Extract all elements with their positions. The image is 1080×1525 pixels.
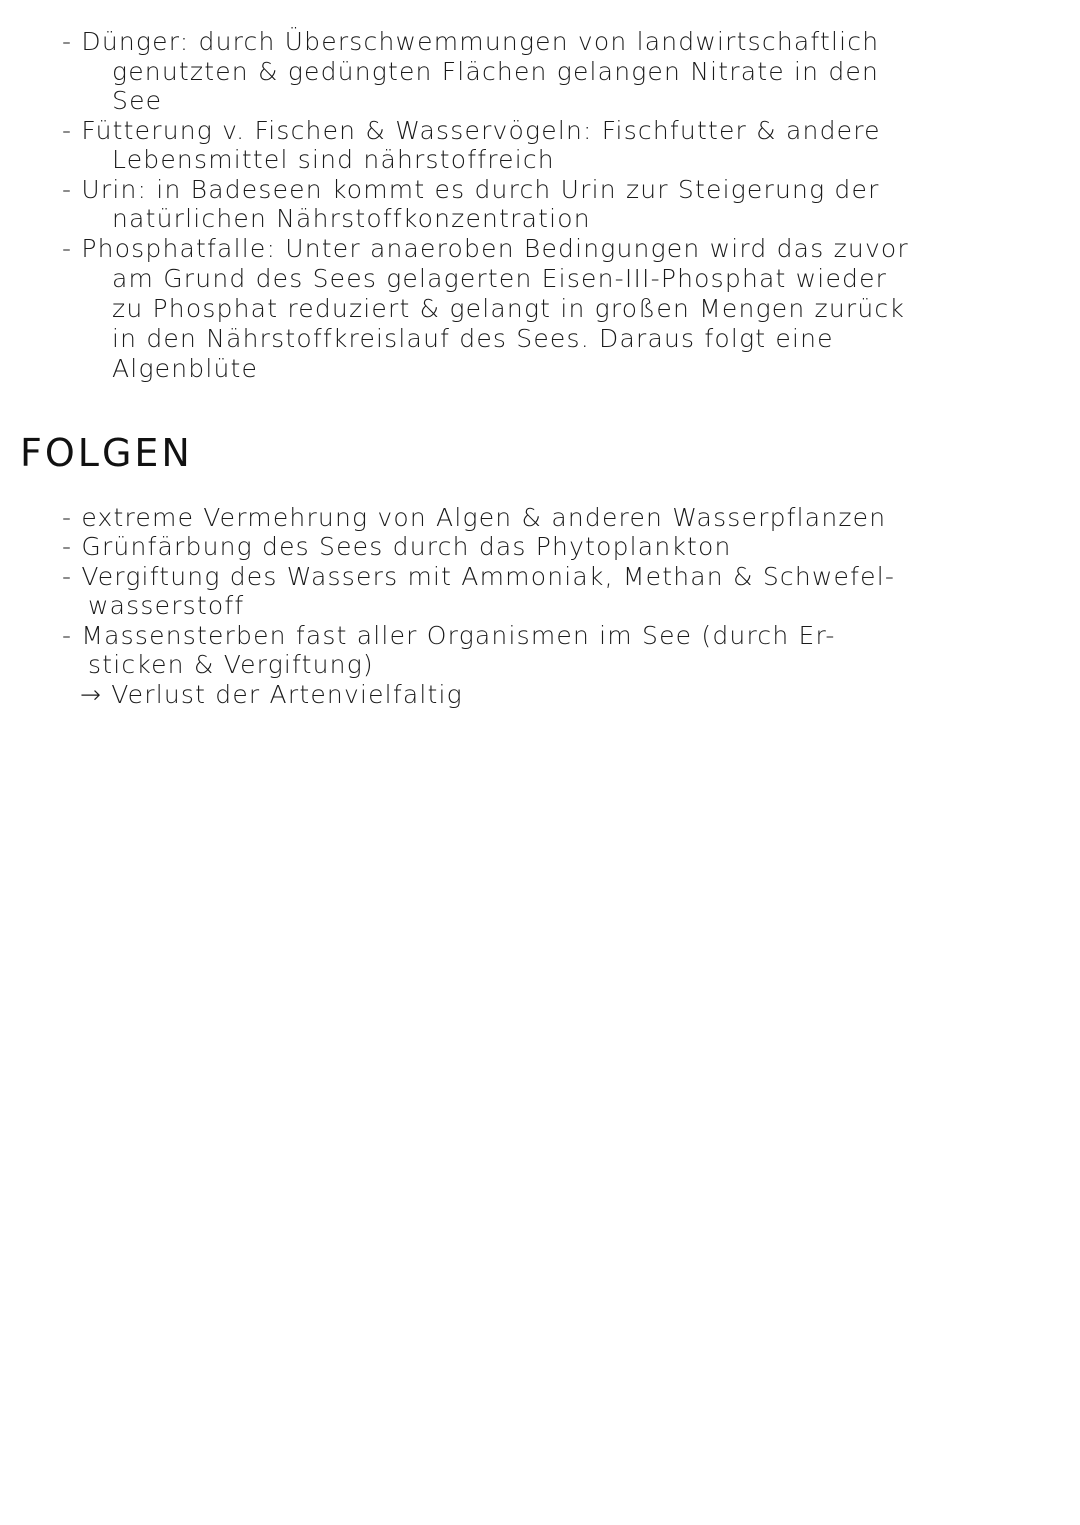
consequence-poison-line-2: wasserstoff xyxy=(88,591,245,620)
cause-feeding-line-2: Lebensmittel sind nährstoffreich xyxy=(112,145,555,174)
consequence-algae-line: - extreme Vermehrung von Algen & anderen Wasserpflanzen xyxy=(62,503,887,532)
section-heading-folgen: FOLGEN xyxy=(20,431,193,475)
cause-fertilizer-line-3: See xyxy=(112,86,163,115)
cause-phosphate-line-4: in den Nährstoffkreislauf des Sees. Daraus folgt eine xyxy=(112,324,834,353)
cause-fertilizer-line-2: genutzten & gedüngten Flächen gelangen Nitrate in den xyxy=(112,57,880,86)
consequence-death-line-2: sticken & Vergiftung) xyxy=(88,650,374,679)
consequence-poison-line-1: - Vergiftung des Wassers mit Ammoniak, Methan & Schwefel- xyxy=(62,562,896,591)
cause-phosphate-line-2: am Grund des Sees gelagerten Eisen-III-Phosphat wieder xyxy=(112,264,888,293)
consequence-death-line-1: - Massensterben fast aller Organismen im See (durch Er- xyxy=(62,621,836,650)
cause-feeding-line-1: - Fütterung v. Fischen & Wasservögeln: Fischfutter & andere xyxy=(62,116,881,145)
cause-phosphate-line-3: zu Phosphat reduziert & gelangt in großen Mengen zurück xyxy=(112,294,906,323)
cause-phosphate-line-5: Algenblüte xyxy=(112,354,259,383)
cause-urine-line-2: natürlichen Nährstoffkonzentration xyxy=(112,204,591,233)
cause-phosphate-line-1: - Phosphatfalle: Unter anaeroben Bedingungen wird das zuvor xyxy=(62,234,909,263)
consequence-green-line: - Grünfärbung des Sees durch das Phytoplankton xyxy=(62,532,732,561)
cause-fertilizer-line-1: - Dünger: durch Überschwemmungen von landwirtschaftlich xyxy=(62,27,880,56)
cause-urine-line-1: - Urin: in Badeseen kommt es durch Urin zur Steigerung der xyxy=(62,175,880,204)
consequence-biodiversity-line: → Verlust der Artenvielfaltig xyxy=(80,680,463,709)
